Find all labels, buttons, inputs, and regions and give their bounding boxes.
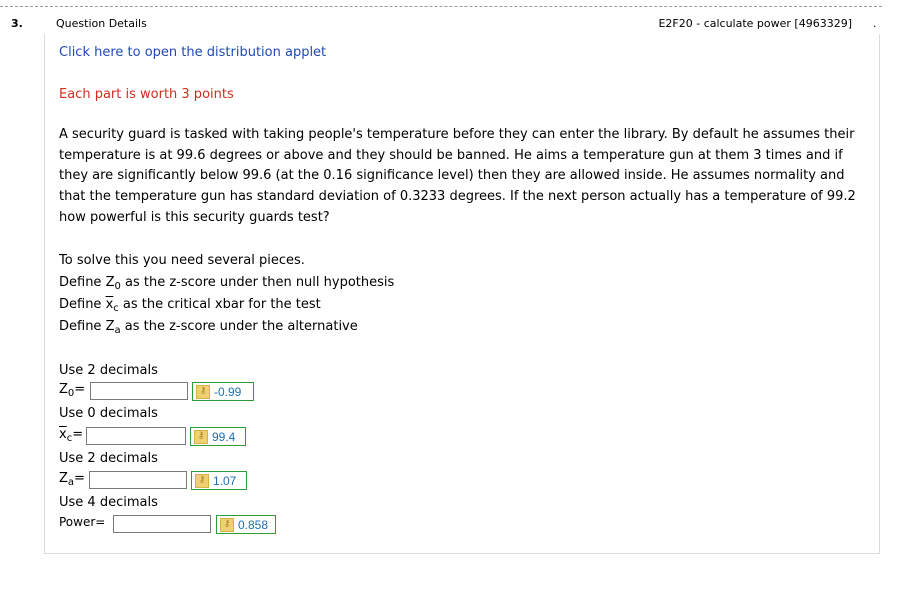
key-icon: ⚷ (194, 430, 208, 444)
key-icon: ⚷ (220, 518, 234, 532)
question-trailing-mark: . (873, 17, 877, 30)
decimals-instruction-power: Use 4 decimals (59, 495, 158, 510)
power-label: Power= (59, 515, 106, 529)
xc-input[interactable] (86, 427, 186, 445)
distribution-applet-link[interactable]: Click here to open the distribution applet (59, 45, 327, 60)
power-key-value: 0.858 (238, 517, 269, 532)
xc-answer-key (190, 427, 246, 446)
problem-text: A security guard is tasked with taking people's temperature before they can enter the library. By default he assumes their temperature is at 99.6 degrees or above and they should be banned. He aims a temperature gun at them 3 times and if they are significantly below 99.6 (at the 0.16 significance level) then they are allowed inside. He assumes normality and that the temperature gun has standard deviation of 0.3233 degrees. If the next person actually has a temperature of 99.2 how powerful is this security guards test? (59, 127, 856, 225)
define-za: Define $Z_a$ as the z-score under the alternative (59, 319, 358, 336)
z0-label: $Z_0=$ (59, 382, 86, 399)
z0-key-value: -0.99 (214, 384, 242, 399)
question-number: 3. (11, 17, 23, 30)
question-details-label: Question Details (56, 17, 147, 30)
key-icon: ⚷ (195, 474, 209, 488)
points-note: Each part is worth 3 points (59, 87, 234, 102)
top-divider (0, 6, 882, 7)
define-xc: Define $\overline{x}_c$ as the critical xbar for the test (59, 297, 321, 314)
za-input[interactable] (89, 471, 187, 489)
question-code: E2F20 - calculate power [4963329] (658, 17, 852, 30)
za-answer-key (191, 471, 247, 490)
key-icon: ⚷ (196, 385, 210, 399)
decimals-instruction-za: Use 2 decimals (59, 451, 158, 466)
za-key-value: 1.07 (213, 473, 237, 488)
power-input[interactable] (113, 515, 211, 533)
solve-intro: To solve this you need several pieces. (59, 253, 305, 268)
solution-guide (59, 250, 394, 338)
xc-key-value: 99.4 (212, 429, 236, 444)
xc-label: $\overline{x}_c=$ (59, 427, 84, 444)
decimals-instruction-xc: Use 0 decimals (59, 406, 158, 421)
power-answer-key (216, 515, 276, 534)
z0-answer-key (192, 382, 254, 401)
z0-input[interactable] (90, 382, 188, 400)
za-label: $Z_a=$ (59, 471, 85, 488)
decimals-instruction-z0: Use 2 decimals (59, 363, 158, 378)
define-z0: Define $Z_0$ as the z-score under then null hypothesis (59, 275, 395, 292)
